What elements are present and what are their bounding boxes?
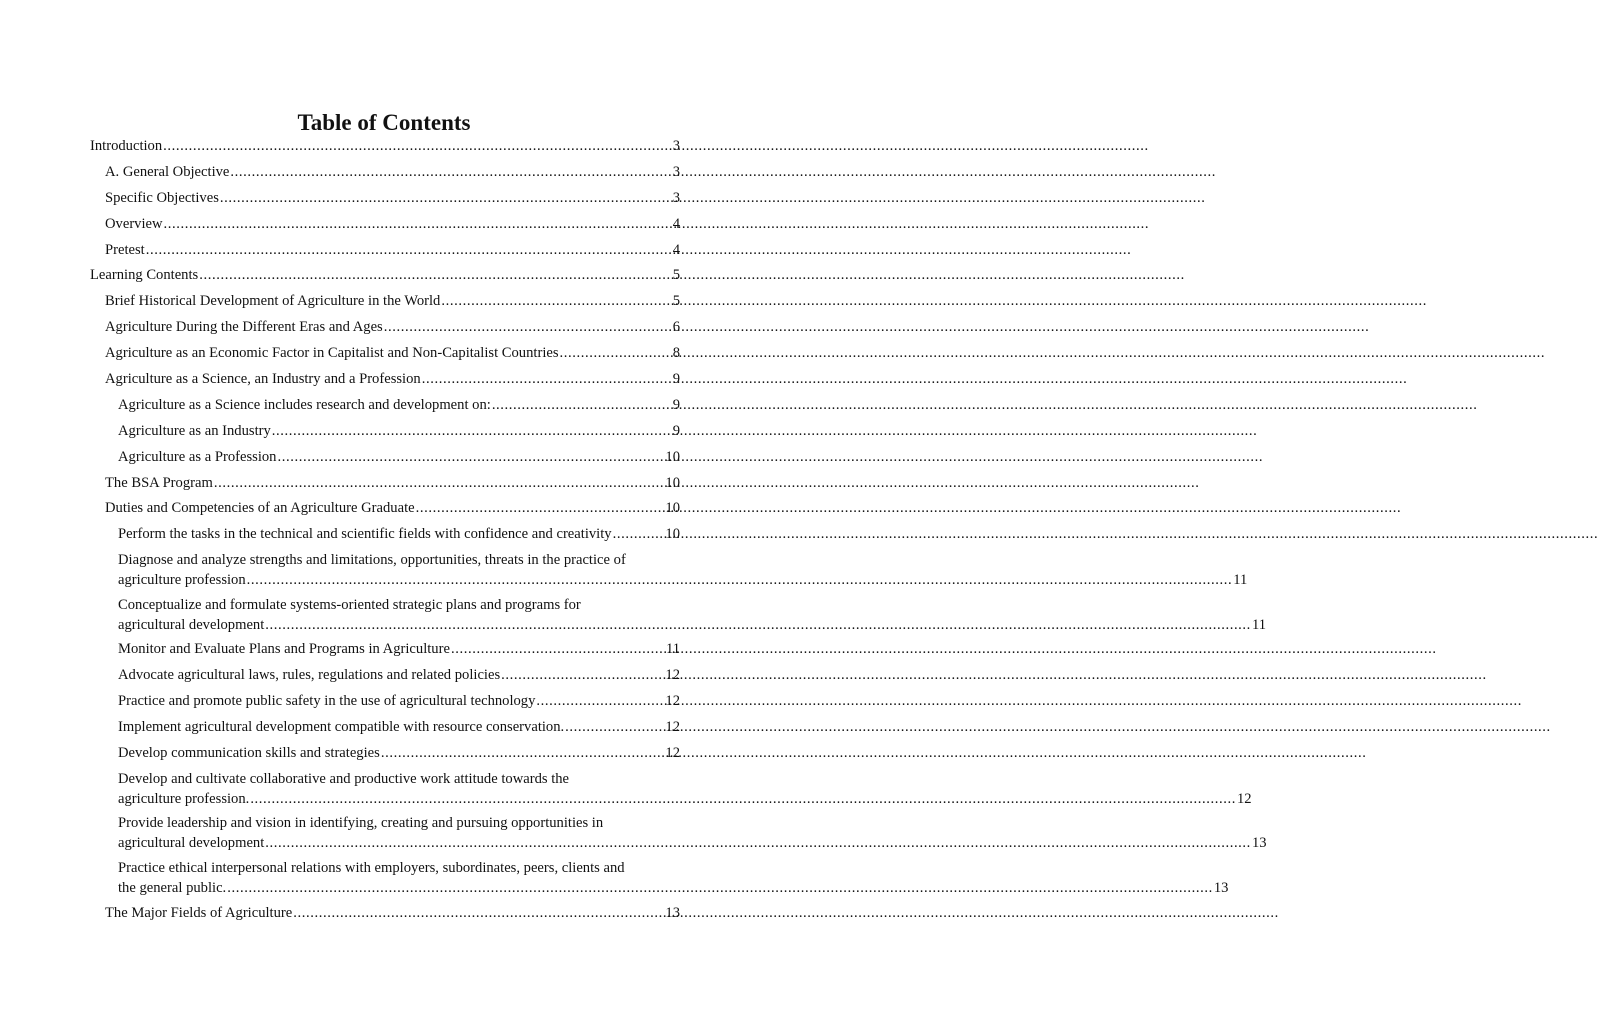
toc-entry-page-number: 9	[672, 371, 680, 388]
dot-leader	[199, 265, 671, 285]
toc-entry-title-line2: agriculture profession	[118, 572, 246, 589]
toc-entry-title: Develop communication skills and strategies	[118, 745, 380, 761]
toc-entry-page-number: 10	[665, 474, 680, 491]
dot-leader	[214, 473, 665, 493]
toc-entry[interactable]	[90, 136, 680, 156]
toc-entry-page-number: 5	[672, 267, 680, 284]
toc-entry[interactable]	[90, 265, 680, 285]
toc-entry-title: Learning Contents	[90, 267, 199, 284]
toc-entry-page-number: 4	[672, 215, 680, 232]
dot-leader	[492, 395, 672, 415]
dot-leader	[146, 240, 672, 260]
dot-leader	[613, 524, 665, 544]
toc-entry[interactable]	[90, 498, 680, 518]
page-title: Table of Contents	[297, 110, 471, 135]
toc-entry-title: Overview	[105, 215, 163, 232]
toc-entry[interactable]	[90, 858, 1229, 898]
toc-entry-page-number: 12	[665, 667, 680, 684]
toc-entry[interactable]	[90, 813, 1267, 853]
toc-entry[interactable]	[90, 395, 680, 415]
toc-entry-title: Agriculture as an Industry	[118, 422, 271, 439]
dot-leader	[272, 421, 672, 441]
toc-entry-title-line1: Conceptualize and formulate systems-oriented strategic plans and programs for	[118, 596, 581, 613]
toc-entry[interactable]	[90, 214, 680, 234]
toc-entry[interactable]	[90, 188, 680, 208]
toc-entry[interactable]	[90, 291, 680, 311]
toc-entry-title: A. General Objective	[105, 163, 230, 180]
dot-leader	[293, 903, 664, 923]
toc-entry-title-line1: Develop and cultivate collaborative and productive work attitude towards the	[118, 770, 570, 787]
toc-entry-title-line2: agricultural development	[118, 616, 265, 633]
toc-entry-title: Agriculture as a Science, an Industry and a Profession	[105, 371, 421, 388]
dot-leader	[227, 878, 1213, 898]
toc-entry-page-number: 9	[672, 422, 680, 439]
toc-entry-title: Agriculture as a Profession	[118, 448, 277, 465]
dot-leader	[230, 162, 671, 182]
dot-leader	[247, 570, 1233, 590]
dot-leader	[501, 665, 664, 685]
dot-leader	[451, 639, 665, 659]
dot-leader	[384, 317, 672, 337]
toc-entry-page-number: 6	[672, 319, 680, 336]
toc-entry-page-number: 12	[665, 719, 680, 736]
toc-entry[interactable]	[90, 717, 680, 737]
toc-entry[interactable]	[90, 769, 1252, 809]
toc-entry-page-number: 11	[665, 641, 680, 658]
toc-entry-title-line2: the general public.	[118, 880, 227, 897]
toc-entry-title: Monitor and Evaluate Plans and Programs in Agriculture	[118, 641, 450, 658]
toc-entry-page-number: 3	[672, 189, 680, 206]
dot-leader	[422, 369, 672, 389]
toc-entry[interactable]	[90, 743, 680, 763]
toc-entry-page-number: 13	[1251, 835, 1267, 852]
dot-leader	[381, 743, 665, 763]
dot-leader	[250, 789, 1236, 809]
toc-entry-title: Agriculture as an Economic Factor in Capitalist and Non-Capitalist Countries	[105, 345, 559, 362]
toc-entry-page-number: 10	[665, 526, 680, 543]
dot-leader	[536, 691, 664, 711]
toc-entry-title: Perform the tasks in the technical and scientific fields with confidence and creativity	[118, 526, 612, 543]
toc-entry-title-line2: agriculture profession.	[118, 790, 250, 807]
toc-entry[interactable]	[90, 595, 1266, 635]
toc-list	[90, 136, 1267, 929]
toc-entry-page-number: 4	[672, 241, 680, 258]
toc-entry-page-number: 5	[672, 293, 680, 310]
toc-entry[interactable]	[90, 473, 680, 493]
toc-entry[interactable]	[90, 691, 680, 711]
dot-leader	[265, 615, 1251, 635]
toc-entry-page-number: 13	[1213, 880, 1229, 897]
toc-entry[interactable]	[90, 369, 680, 389]
toc-entry-title-line1: Diagnose and analyze strengths and limitations, opportunities, threats in the practice of	[118, 552, 626, 569]
toc-entry-title: Advocate agricultural laws, rules, regulations and related policies	[118, 667, 501, 684]
toc-entry-title: Duties and Competencies of an Agriculture Graduate	[105, 500, 415, 517]
toc-entry-title: Specific Objectives	[105, 189, 219, 206]
toc-entry-title: Practice and promote public safety in the use of agricultural technology	[118, 693, 536, 710]
toc-entry[interactable]	[90, 903, 680, 923]
toc-entry-page-number: 9	[672, 396, 680, 413]
toc-entry-page-number: 10	[665, 500, 680, 517]
dot-leader	[163, 136, 672, 156]
toc-entry-title: Pretest	[105, 241, 145, 258]
toc-entry-page-number: 8	[672, 345, 680, 362]
dot-leader	[265, 833, 1251, 853]
dot-leader	[560, 343, 672, 363]
toc-entry-page-number: 13	[665, 904, 680, 921]
toc-entry-page-number: 3	[672, 138, 680, 154]
toc-entry-page-number: 11	[1233, 572, 1248, 589]
toc-entry-page-number: 12	[1236, 790, 1252, 807]
toc-entry-title: Brief Historical Development of Agriculture in the World	[105, 293, 441, 310]
toc-entry[interactable]	[90, 665, 680, 685]
toc-entry-title-line1: Provide leadership and vision in identifying, creating and pursuing opportunities in	[118, 815, 604, 832]
toc-entry-title: Agriculture as a Science includes research and development on:	[118, 396, 491, 413]
toc-entry[interactable]	[90, 240, 680, 260]
dot-leader	[164, 214, 672, 234]
toc-entry-title: Agriculture During the Different Eras and Ages	[105, 319, 383, 336]
toc-entry-title-line1: Practice ethical interpersonal relations with employers, subordinates, peers, clients and	[118, 860, 625, 877]
toc-entry-title: Implement agricultural development compatible with resource conservation.	[118, 719, 565, 736]
toc-entry-page-number: 12	[665, 745, 680, 761]
toc-entry-page-number: 10	[665, 448, 680, 465]
toc-entry[interactable]	[90, 550, 1248, 590]
toc-entry[interactable]	[90, 421, 680, 441]
dot-leader	[565, 717, 664, 737]
dot-leader	[416, 498, 665, 518]
toc-entry[interactable]	[90, 639, 680, 659]
dot-leader	[441, 291, 671, 311]
toc-entry[interactable]	[90, 343, 680, 363]
dot-leader	[220, 188, 672, 208]
toc-entry-page-number: 12	[665, 693, 680, 710]
toc-entry[interactable]	[90, 447, 680, 467]
toc-entry[interactable]	[90, 162, 680, 182]
toc-entry-title: The BSA Program	[105, 474, 213, 491]
toc-entry[interactable]	[90, 317, 680, 337]
toc-entry[interactable]	[90, 524, 680, 544]
dot-leader	[277, 447, 664, 467]
toc-entry-title-line2: agricultural development	[118, 835, 265, 852]
toc-entry-page-number: 3	[672, 163, 680, 180]
toc-entry-page-number: 11	[1251, 616, 1266, 633]
toc-entry-title: Introduction	[90, 138, 163, 154]
toc-entry-title: The Major Fields of Agriculture	[105, 904, 293, 921]
